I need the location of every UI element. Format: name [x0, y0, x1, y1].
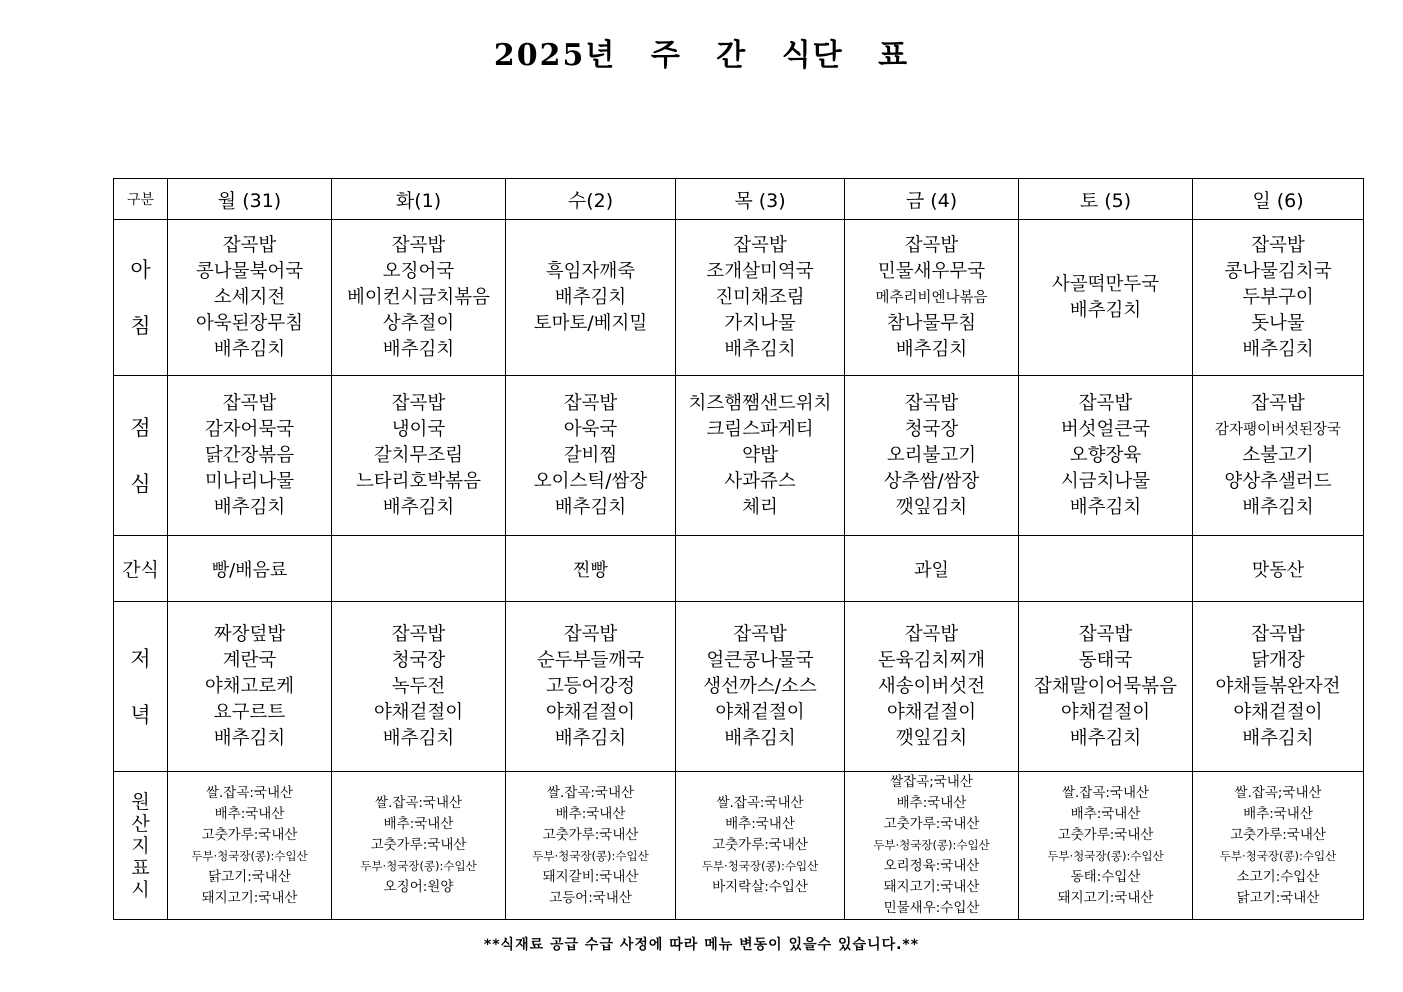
menu-cell: [845, 602, 1019, 772]
origin-line: 고등어:국내산: [549, 889, 632, 906]
dish: 돗나물: [1251, 312, 1305, 334]
origin-line: 배추:국내산: [555, 805, 626, 822]
menu-cell: [332, 602, 506, 772]
menu-cell: [1193, 376, 1364, 536]
footer-note: **식재료 공급 수급 사정에 따라 메뉴 변동이 있을수 있습니다.**: [483, 937, 920, 953]
dish: 닭개장: [1251, 649, 1305, 671]
dish: 짜장덮밥: [213, 623, 286, 645]
dish: 배추김치: [554, 286, 627, 308]
dish: 갈비찜: [563, 444, 618, 466]
dish: 요구르트: [213, 701, 286, 723]
dish: 돈육김치찌개: [877, 649, 986, 671]
dish: 생선까스/소스: [703, 675, 817, 697]
dish: 사과쥬스: [724, 470, 796, 492]
origin-line: 동태:수입산: [1070, 868, 1141, 885]
dish: 흑임자깨죽: [545, 260, 636, 282]
menu-cell: [332, 376, 506, 536]
origin-line: 두부·청국장(콩):수입산: [360, 859, 477, 873]
lunch-label: 점 심: [114, 376, 168, 536]
dish: 배추김치: [213, 727, 286, 749]
snack-cell: 과일: [845, 536, 1019, 602]
origin-cell: [332, 772, 506, 920]
origin-line: 배추:국내산: [725, 816, 795, 832]
origin-row: [114, 772, 1364, 920]
dish: 잡곡밥: [904, 392, 959, 414]
dish: 배추김치: [1242, 338, 1314, 360]
dish: 야채들볶완자전: [1215, 675, 1341, 697]
dish: 배추김치: [554, 496, 627, 518]
dish: 잡곡밥: [1251, 234, 1305, 256]
dish: 순두부들깨국: [536, 649, 645, 671]
dish: 배추김치: [213, 338, 286, 360]
day-header: 월 (31): [168, 179, 332, 220]
dish: 새송이버섯전: [877, 675, 986, 697]
origin-line: 돼지고기:국내산: [883, 879, 980, 895]
weekly-menu-table: [113, 178, 1364, 920]
menu-cell: [1193, 220, 1364, 376]
dish: 얼큰콩나물국: [706, 649, 814, 671]
dish: 토마토/베지밀: [533, 312, 648, 334]
origin-line: 고춧가루:국내산: [883, 816, 980, 832]
origin-line: 배추:국내산: [896, 795, 967, 811]
origin-line: 배추:국내산: [1243, 805, 1313, 822]
dish: 야채겉절이: [373, 701, 464, 723]
origin-line: 고춧가루:국내산: [1057, 826, 1154, 843]
dish: 잡곡밥: [904, 234, 959, 256]
origin-line: 두부·청국장(콩):수입산: [191, 848, 308, 863]
origin-cell: [1193, 772, 1364, 920]
dish: 잡곡밥: [1078, 392, 1133, 414]
day-header: 화(1): [332, 179, 506, 220]
dish: 진미채조림: [715, 286, 805, 308]
dish: 배추김치: [724, 338, 796, 360]
day-header: 토 (5): [1019, 179, 1193, 220]
dish: 잡곡밥: [733, 234, 787, 256]
snack-row: [114, 536, 1364, 602]
day-header: 일 (6): [1193, 179, 1364, 220]
day-header: 수(2): [506, 179, 676, 220]
menu-cell: [168, 220, 332, 376]
menu-cell: [506, 602, 676, 772]
origin-line: 쌀.잡곡:국내산: [716, 795, 804, 811]
origin-line: 쌀.잡곡:국내산: [1061, 784, 1150, 801]
dish: 야채고로케: [204, 675, 295, 697]
dish: 느타리호박볶음: [355, 470, 482, 492]
origin-line: 쌀.잡곡:국내산: [205, 784, 294, 801]
dish: 야채겉절이: [715, 701, 805, 723]
origin-line: 두부·청국장(콩):수입산: [1219, 848, 1337, 863]
dish: 두부구이: [1242, 286, 1314, 308]
origin-cell: [168, 772, 332, 920]
dish: 잡곡밥: [1251, 392, 1305, 414]
menu-cell: [845, 376, 1019, 536]
dish: 배추김치: [895, 338, 968, 360]
dish: 잡곡밥: [222, 234, 277, 256]
origin-cell: [1019, 772, 1193, 920]
origin-line: 쌀.잡곡;국내산: [1234, 784, 1322, 801]
dish: 조개살미역국: [706, 260, 814, 282]
dish: 깻잎김치: [895, 727, 968, 749]
breakfast-label: 아 침: [114, 220, 168, 376]
dish: 베이컨시금치볶음: [347, 286, 490, 308]
menu-cell: [1019, 220, 1193, 376]
origin-line: 배추:국내산: [214, 805, 285, 822]
dinner-row: [114, 602, 1364, 772]
dish: 깻잎김치: [895, 496, 968, 518]
dish: 버섯얼큰국: [1060, 418, 1151, 440]
dish: 잡채말이어묵볶음: [1034, 675, 1177, 697]
menu-cell: [676, 376, 845, 536]
dish: 계란국: [222, 649, 277, 671]
dish: 민물새우무국: [877, 260, 986, 282]
origin-line: 두부·청국장(콩):수입산: [532, 848, 649, 863]
snack-cell: [332, 536, 506, 602]
dish: 야채겉절이: [886, 701, 977, 723]
dish: 배추김치: [1069, 727, 1142, 749]
dish: 고등어강정: [545, 675, 636, 697]
dish: 상추쌈/쌈장: [883, 470, 980, 492]
menu-cell: [1193, 602, 1364, 772]
origin-cell: [676, 772, 845, 920]
page-title: 2025년 주 간 식단 표: [493, 38, 910, 73]
dish: 청국장: [904, 418, 959, 440]
origin-line: 돼지고기:국내산: [1057, 889, 1154, 906]
origin-line: 배추:국내산: [383, 816, 454, 832]
dish: 소세지전: [213, 286, 286, 308]
origin-line: 두부·청국장(콩):수입산: [701, 859, 819, 873]
origin-label: 원 산 지 표 시: [114, 772, 168, 920]
header-row: [114, 179, 1364, 220]
snack-cell: 찐빵: [506, 536, 676, 602]
snack-cell: [676, 536, 845, 602]
snack-cell: 빵/배음료: [168, 536, 332, 602]
snack-cell: 맛동산: [1193, 536, 1364, 602]
dish: 잡곡밥: [563, 392, 618, 414]
menu-cell: [168, 602, 332, 772]
dish: 미나리나물: [204, 470, 295, 492]
origin-line: 고춧가루:국내산: [712, 837, 808, 853]
dish: 상추절이: [382, 312, 455, 334]
origin-line: 쌀잡곡;국내산: [890, 774, 973, 790]
day-header: 금 (4): [845, 179, 1019, 220]
dish: 메추리비엔나볶음: [875, 289, 988, 306]
dish: 오리불고기: [886, 444, 977, 466]
dish: 아욱국: [563, 418, 618, 440]
origin-line: 오리정육:국내산: [883, 858, 980, 874]
dish: 배추김치: [382, 727, 455, 749]
dish: 청국장: [391, 649, 446, 671]
dish: 냉이국: [391, 418, 446, 440]
dish: 아욱된장무침: [195, 312, 304, 334]
origin-cell: [506, 772, 676, 920]
lunch-row: [114, 376, 1364, 536]
dish: 야채겉절이: [545, 701, 636, 723]
origin-line: 닭고기:국내산: [1236, 889, 1320, 906]
dish: 크림스파게티: [706, 418, 814, 440]
dinner-label: 저 녁: [114, 602, 168, 772]
dish: 배추김치: [1069, 299, 1142, 321]
dish: 치즈햄쨈샌드위치: [688, 392, 832, 414]
dish: 배추김치: [382, 338, 455, 360]
origin-line: 소고기:수입산: [1236, 868, 1320, 885]
dish: 잡곡밥: [904, 623, 959, 645]
menu-cell: [676, 602, 845, 772]
origin-line: 쌀.잡곡:국내산: [374, 795, 463, 811]
menu-cell: [506, 220, 676, 376]
origin-line: 오징어:원양: [383, 879, 454, 895]
menu-cell: [676, 220, 845, 376]
dish: 오향장육: [1069, 444, 1142, 466]
dish: 가지나물: [724, 312, 796, 334]
breakfast-row: [114, 220, 1364, 376]
dish: 잡곡밥: [733, 623, 787, 645]
dish: 야채겉절이: [1233, 701, 1323, 723]
dish: 약밥: [742, 444, 778, 466]
origin-line: 닭고기:국내산: [208, 868, 291, 885]
dish: 감자어묵국: [204, 418, 295, 440]
origin-line: 고춧가루:국내산: [542, 826, 639, 843]
origin-cell: [845, 772, 1019, 920]
snack-label: 간식: [114, 536, 168, 602]
dish: 양상추샐러드: [1224, 470, 1332, 492]
origin-line: 바지락살:수입산: [712, 879, 808, 895]
dish: 감자팽이버섯된장국: [1214, 421, 1342, 438]
snack-cell: [1019, 536, 1193, 602]
menu-cell: [332, 220, 506, 376]
menu-cell: [845, 220, 1019, 376]
origin-line: 돼지갈비:국내산: [542, 868, 639, 885]
dish: 배추김치: [554, 727, 627, 749]
dish: 잡곡밥: [563, 623, 618, 645]
dish: 시금치나물: [1060, 470, 1151, 492]
dish: 사골떡만두국: [1051, 273, 1160, 295]
dish: 잡곡밥: [1078, 623, 1133, 645]
dish: 배추김치: [1242, 727, 1314, 749]
dish: 오이스틱/쌈장: [533, 470, 648, 492]
dish: 닭간장볶음: [204, 444, 295, 466]
dish: 소불고기: [1242, 444, 1314, 466]
origin-line: 고춧가루:국내산: [201, 826, 298, 843]
dish: 배추김치: [724, 727, 796, 749]
dish: 배추김치: [382, 496, 455, 518]
day-header: 목 (3): [676, 179, 845, 220]
origin-line: 두부·청국장(콩):수입산: [873, 838, 990, 852]
dish: 참나물무침: [886, 312, 977, 334]
corner-label: 구분: [114, 179, 168, 220]
dish: 배추김치: [1242, 496, 1314, 518]
origin-line: 배추:국내산: [1070, 805, 1141, 822]
dish: 잡곡밥: [222, 392, 277, 414]
origin-line: 민물새우:수입산: [883, 900, 980, 916]
menu-cell: [1019, 602, 1193, 772]
dish: 동태국: [1078, 649, 1133, 671]
origin-line: 두부·청국장(콩):수입산: [1047, 848, 1164, 863]
menu-cell: [1019, 376, 1193, 536]
dish: 녹두전: [391, 675, 446, 697]
origin-line: 고춧가루:국내산: [1230, 826, 1326, 843]
dish: 배추김치: [213, 496, 286, 518]
dish: 갈치무조림: [373, 444, 464, 466]
dish: 잡곡밥: [391, 623, 446, 645]
dish: 야채겉절이: [1060, 701, 1151, 723]
dish: 오징어국: [382, 260, 455, 282]
menu-cell: [506, 376, 676, 536]
origin-line: 고춧가루:국내산: [370, 837, 467, 853]
menu-cell: [168, 376, 332, 536]
dish: 배추김치: [1069, 496, 1142, 518]
dish: 콩나물김치국: [1224, 260, 1332, 282]
origin-line: 쌀.잡곡:국내산: [546, 784, 635, 801]
dish: 잡곡밥: [391, 234, 446, 256]
dish: 잡곡밥: [1251, 623, 1305, 645]
origin-line: 돼지고기:국내산: [201, 889, 298, 906]
dish: 체리: [742, 496, 778, 518]
dish: 콩나물북어국: [195, 260, 304, 282]
dish: 잡곡밥: [391, 392, 446, 414]
